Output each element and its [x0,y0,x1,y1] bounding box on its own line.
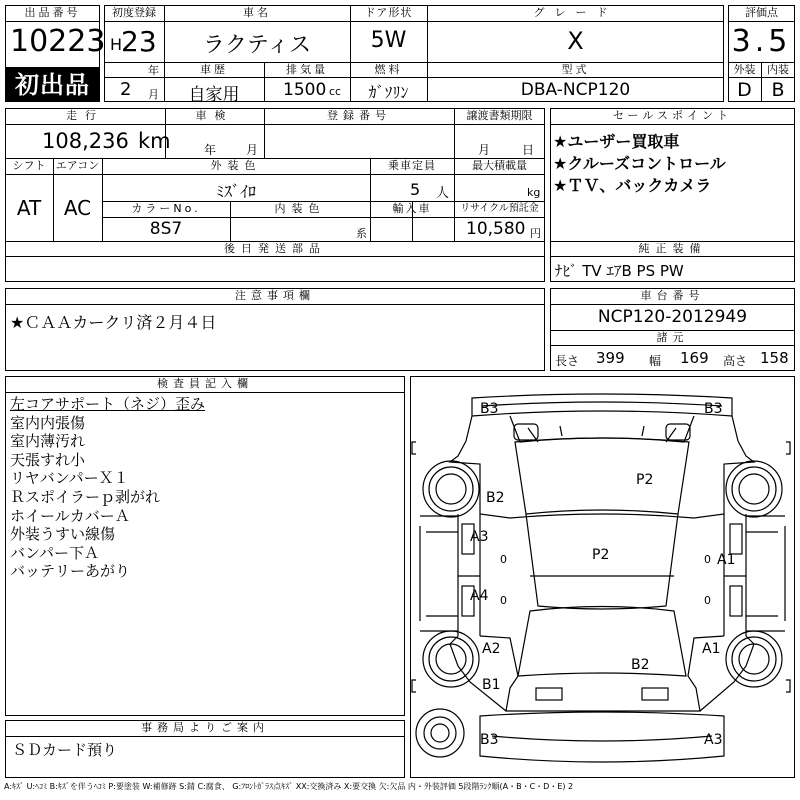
aircon: AC [63,196,92,220]
interior-grade: B [771,79,785,101]
recycle-unit: 円 [530,227,541,240]
sales-point-item: ★ＴＶ、バックカメラ [553,176,712,195]
fuel: ｶﾞｿﾘﾝ [368,83,409,102]
zero-mark: 0 [500,594,507,607]
damage-a1-right-door: A1 [717,552,736,568]
doors: 5W [370,28,407,53]
displacement-unit: cc [329,85,342,98]
damage-b1-rear-left: B1 [482,677,501,693]
damage-b3-front-left: B3 [480,401,499,417]
color-number-label: カラーNo. [131,202,201,215]
deadline-day-unit: 日 [522,143,535,157]
mileage: 108,236 [42,129,129,153]
history-label: 車歴 [200,63,228,76]
capacity: 5 [410,180,421,199]
shift-label: シフト [12,159,46,172]
length-label: 長さ [555,354,580,368]
aircon-label: エアコン [55,159,100,172]
damage-b3-front-right: B3 [704,401,723,417]
inspector-line: リヤバンパーＸ１ [10,469,129,488]
damage-a3-left-door: A3 [470,529,489,545]
grade-label: グレード [533,6,618,19]
shift: AT [16,196,42,220]
zero-mark: 0 [500,553,507,566]
fuel-label: 燃料 [374,63,403,76]
interior-color-label: 内装色 [274,202,326,215]
deadline-month-unit: 月 [478,143,491,157]
dimensions-label: 諸元 [656,331,689,344]
sales-point-item: ★ユーザー買取車 [553,132,680,151]
zero-mark: 0 [704,553,711,566]
inspector-line: バンパー下Ａ [10,543,99,562]
max-load-unit: kg [527,186,541,199]
damage-a1-right-quarter: A1 [702,641,721,657]
score: 3.5 [731,24,792,59]
car-name: ラクティス [202,33,312,58]
document-deadline-label: 譲渡書類期限 [466,109,533,122]
inspector-line: バッテリーあがり [10,562,131,581]
width-value: 169 [680,349,709,367]
inspection-label: 車検 [195,109,234,122]
zero-mark: 0 [704,594,711,607]
model: DBA-NCP120 [520,80,631,100]
inspection-month-unit: 月 [246,143,259,157]
doors-label: ドア形状 [364,6,413,19]
recycle-label: リサイクル預託金 [460,203,539,214]
capacity-unit: 人 [436,186,450,201]
import-label: 輸入車 [392,202,432,215]
width-label: 幅 [649,354,662,368]
displacement: 1500 [283,80,327,100]
notes-text: ★ＣＡＡカークリ済２月４日 [10,313,217,332]
inspector-line: 外装うすい線傷 [10,525,116,544]
inspector-line: 天張すれ小 [10,450,86,469]
car-name-label: 車名 [243,6,271,19]
color-number: 8S7 [149,219,183,239]
history: 自家用 [188,85,240,105]
displacement-label: 排気量 [286,63,328,76]
height-value: 158 [760,349,789,367]
first-reg-label: 初度登録 [112,6,156,19]
exterior-label: 外装 [733,63,756,76]
inspector-line: 室内薄汚れ [10,432,86,451]
equipment-label: 純正装備 [638,242,707,255]
sales-points-label: セールスポイント [612,109,732,122]
legend-text: A:ｷｽﾞ U:ﾍｺﾐ B:ｷｽﾞを伴うﾍｺﾐ P:要塗装 W:補修跡 S:錆 C:腐食、 G:ﾌﾛﾝﾄｶﾞﾗｽ点ｷｽﾞ XX:交換済み X:要交換 欠:欠品 内・外装評価 5段階ﾗﾝｸ順(A・B・C・D・E) 2 [4,782,574,791]
office-label: 事務局よりご案内 [141,721,269,734]
sales-point-item: ★クルーズコントロール [553,154,726,173]
exterior-color: ﾐｽﾞｲﾛ [215,182,256,201]
lot-number-label: 出品番号 [24,6,81,19]
damage-b2-tailgate: B2 [631,657,650,673]
era: H [110,35,123,54]
mileage-label: 走行 [66,109,104,122]
chassis-number: NCP120-2012949 [597,307,748,327]
office-text: ＳＤカード預り [12,741,118,759]
length-value: 399 [596,349,625,367]
inspector-line: ホイールカバーＡ [10,506,130,525]
exterior-grade: D [737,79,752,101]
chassis-label: 車台番号 [640,289,705,302]
reg-month: 2 [120,79,132,100]
damage-a4-left-rear-door: A4 [470,588,489,604]
inspector-label: 検査員記入欄 [157,377,253,390]
lot-number: 10223 [10,24,106,59]
month-unit: 月 [148,88,159,101]
equipment-list: ﾅﾋﾞ TV ｴｱB PS PW [555,262,684,280]
registration-number-label: 登録番号 [327,109,391,122]
score-label: 評価点 [745,6,778,19]
max-load-label: 最大積載量 [472,159,527,172]
later-parts-label: 後日発送部品 [224,242,326,255]
damage-a3-rear-right: A3 [704,732,723,748]
recycle-amount: 10,580 [466,219,526,239]
damage-p2-roof: P2 [592,547,610,563]
capacity-label: 乗車定員 [388,159,436,172]
inspector-line: 室内内張傷 [10,413,86,432]
inspector-line: Ｒスポイラーｐ剥がれ [10,488,161,506]
interior-color-unit: 系 [356,227,367,240]
height-label: 高さ [723,354,748,368]
reg-year: 23 [121,25,157,58]
exterior-color-label: 外装色 [210,159,262,172]
damage-b3-rear-left: B3 [480,732,499,748]
inspector-line: 左コアサポート（ネジ）歪み [10,395,206,413]
grade: X [567,27,584,55]
model-label: 型式 [561,63,590,76]
notes-label: 注意事項欄 [235,289,315,302]
interior-label: 内装 [767,63,789,76]
first-listing-badge: 初出品 [5,68,100,102]
year-unit: 年 [148,64,159,77]
damage-a2-left-quarter: A2 [482,641,501,657]
inspection-year-unit: 年 [204,143,217,157]
mileage-unit: km [138,129,171,153]
damage-p2-hood: P2 [636,472,654,488]
damage-b2-hood: B2 [486,490,505,506]
car-diagram [410,376,795,778]
